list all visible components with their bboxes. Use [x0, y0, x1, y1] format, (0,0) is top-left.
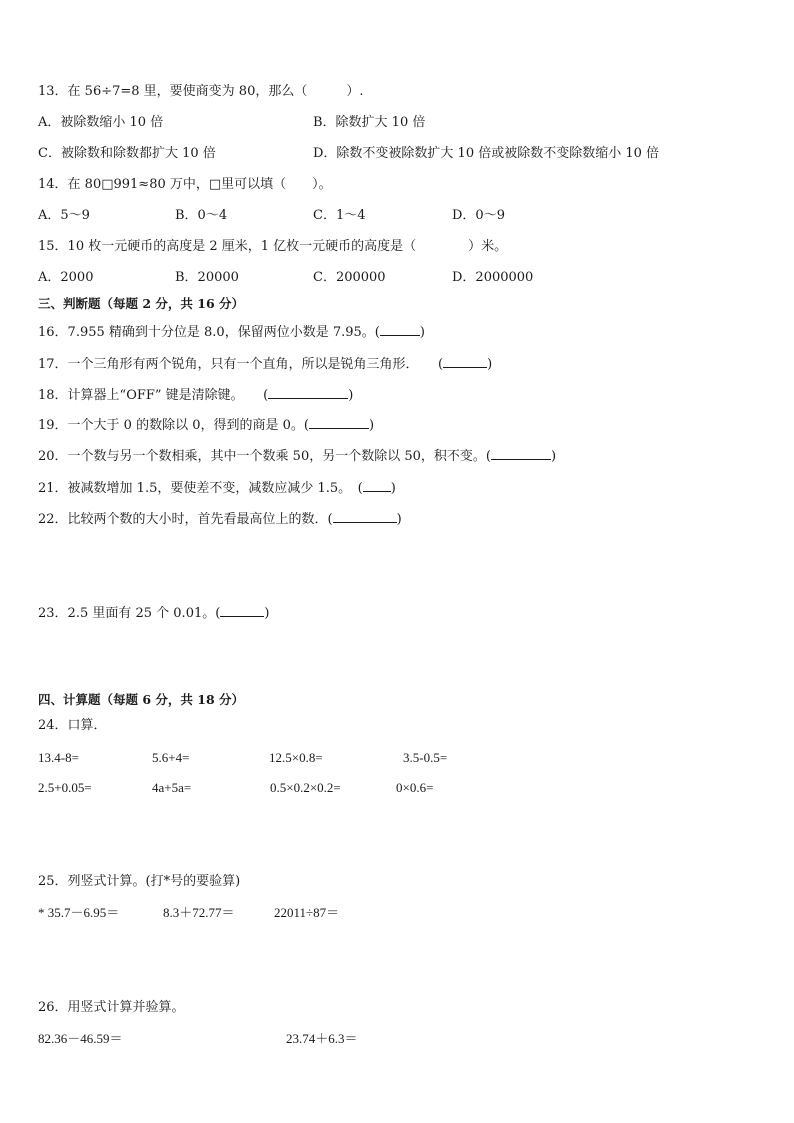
q19-text: 19．一个大于 0 的数除以 0，得到的商是 0。(: [38, 418, 309, 433]
q21-text: 21．被减数增加 1.5，要使差不变，减数应减少 1.5。 (: [38, 481, 363, 496]
q17-answer-blank[interactable]: [443, 355, 487, 368]
q25-title: 25．列竖式计算。(打*号的要验算): [38, 874, 241, 889]
q15-option-a: A．2000: [38, 270, 94, 285]
q14-option-b: B．0～4: [175, 208, 228, 223]
q26-item-2: 23.74＋6.3＝: [286, 1031, 358, 1046]
q16-text: 16．7.955 精确到十分位是 8.0，保留两位小数是 7.95。(: [38, 325, 380, 340]
q24-item-6: 4a+5a=: [152, 780, 192, 795]
q24-item-8: 0×0.6=: [396, 780, 434, 795]
section-4-heading: 四、计算题（每题 6 分，共 18 分）: [38, 692, 245, 707]
q16: [38, 323, 425, 341]
q16-answer-blank[interactable]: [380, 323, 420, 336]
q14-option-d: D．0～9: [452, 208, 505, 223]
q25-item-3: 22011÷87＝: [274, 905, 340, 920]
q24-item-3: 12.5×0.8=: [269, 750, 323, 765]
q16-close: ): [419, 325, 425, 340]
q15-option-c: C．200000: [313, 270, 386, 285]
q22-answer-blank[interactable]: [333, 510, 397, 523]
q13-option-c: C．被除数和除数都扩大 10 倍: [38, 146, 216, 161]
q22: [38, 510, 402, 528]
section-3-heading: 三、判断题（每题 2 分，共 16 分）: [38, 296, 245, 311]
q17: [38, 355, 492, 373]
q21: [38, 479, 396, 497]
q18: [38, 386, 353, 404]
q23-close: ): [264, 606, 270, 621]
q15-stem: 15．10 枚一元硬币的高度是 2 厘米，1 亿枚一元硬币的高度是（ ）米。: [38, 239, 508, 254]
q14-stem: 14．在 80□991≈80 万中，□里可以填（ ）。: [38, 177, 332, 192]
q22-close: ): [396, 512, 402, 527]
q15-option-b: B．20000: [175, 270, 239, 285]
q24-item-4: 3.5-0.5=: [403, 750, 448, 765]
q25-item-1: * 35.7－6.95＝: [38, 905, 120, 920]
q23: [38, 604, 269, 622]
q20-close: ): [550, 449, 557, 464]
q18-text: 18．计算器上“OFF” 键是清除键。 (: [38, 388, 269, 403]
q24-item-2: 5.6+4=: [152, 750, 190, 765]
q24-item-7: 0.5×0.2×0.2=: [270, 780, 341, 795]
q17-text: 17．一个三角形有两个锐角，只有一个直角，所以是锐角三角形． (: [38, 357, 444, 372]
q22-text: 22．比较两个数的大小时，首先看最高位上的数．(: [38, 512, 333, 527]
q23-text: 23．2.5 里面有 25 个 0.01。(: [38, 606, 221, 621]
q20-answer-blank[interactable]: [491, 447, 551, 460]
q24-item-5: 2.5+0.05=: [38, 780, 92, 795]
q15-option-d: D．2000000: [452, 270, 534, 285]
q19-close: ): [368, 418, 375, 433]
q21-close: ): [390, 481, 396, 496]
q13-option-a: A．被除数缩小 10 倍: [38, 115, 164, 130]
q25-item-2: 8.3＋72.77＝: [163, 905, 235, 920]
q13-option-d: D．除数不变被除数扩大 10 倍或被除数不变除数缩小 10 倍: [313, 146, 660, 161]
q13-option-b: B．除数扩大 10 倍: [313, 115, 426, 130]
q19-answer-blank[interactable]: [309, 416, 369, 429]
q17-close: ): [487, 357, 493, 372]
q18-close: ): [348, 388, 354, 403]
q18-answer-blank[interactable]: [268, 386, 348, 399]
q20-text: 20．一个数与另一个数相乘，其中一个数乘 50，另一个数除以 50，积不变。(: [38, 449, 491, 464]
q14-option-a: A．5～9: [38, 208, 90, 223]
q19: [38, 416, 374, 434]
q24-title: 24．口算．: [38, 718, 107, 733]
q20: [38, 447, 556, 465]
q26-item-1: 82.36－46.59＝: [38, 1031, 123, 1046]
q13-stem: 13．在 56÷7=8 里，要使商变为 80，那么（ ）.: [38, 84, 364, 99]
q14-option-c: C．1～4: [313, 208, 366, 223]
q21-answer-blank[interactable]: [363, 479, 391, 492]
q24-item-1: 13.4-8=: [38, 750, 79, 765]
q23-answer-blank[interactable]: [220, 604, 264, 617]
q26-title: 26．用竖式计算并验算。: [38, 1000, 185, 1015]
